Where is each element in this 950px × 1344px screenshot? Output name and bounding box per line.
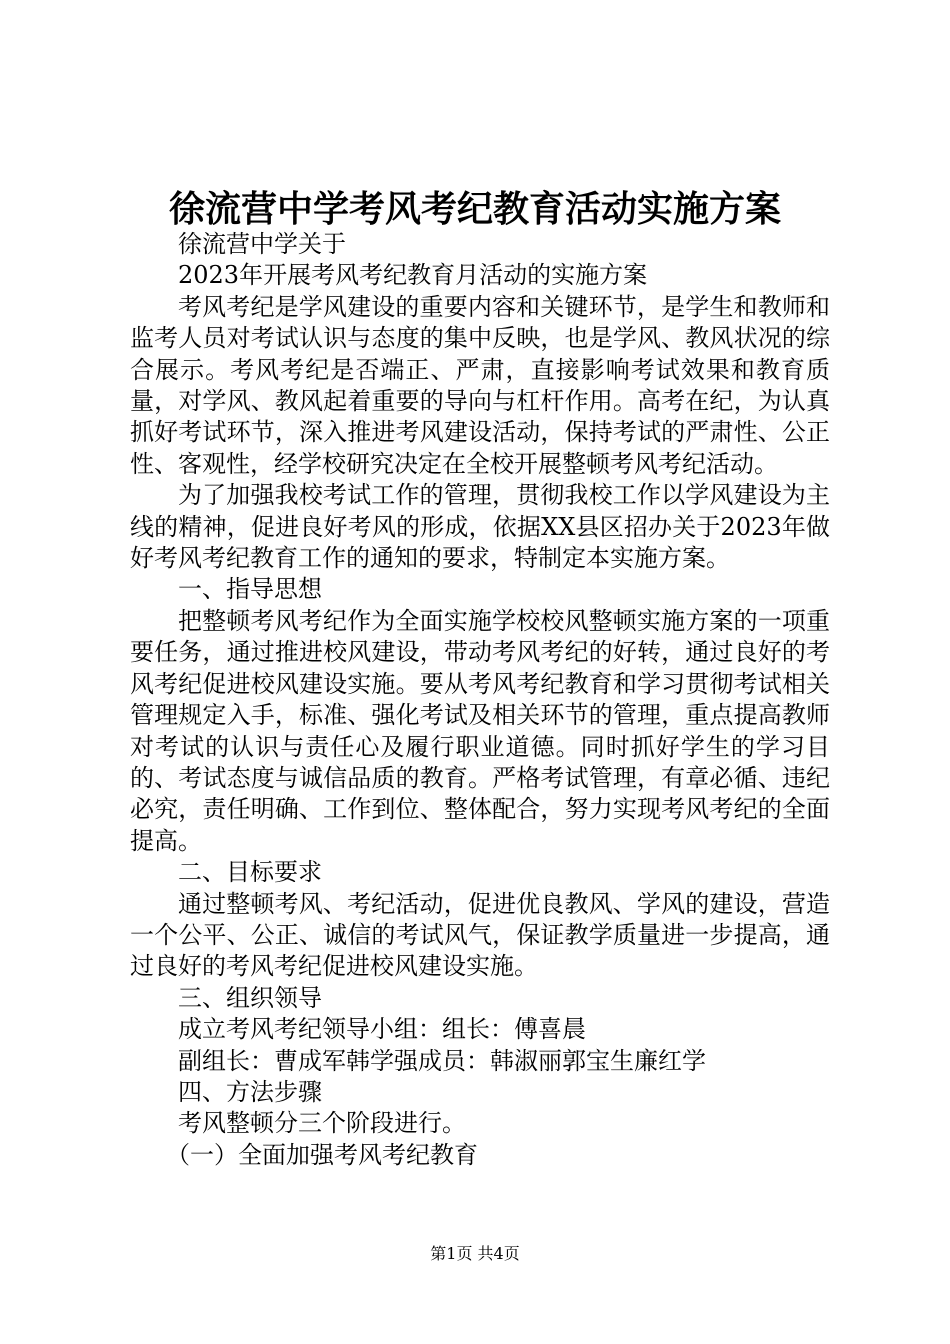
section-heading-methods: 四、方法步骤: [178, 1077, 322, 1106]
section-heading-goals: 二、目标要求: [178, 858, 322, 887]
paragraph-members: 副组长：曹成军韩学强成员：韩淑丽郭宝生廉红学: [178, 1046, 706, 1075]
paragraph-plan-subtitle: 2023年开展考风考纪教育月活动的实施方案: [178, 261, 648, 290]
section-heading-guiding-thought: 一、指导思想: [178, 575, 322, 604]
paragraph-leader: 成立考风考纪领导小组：组长：傅喜晨: [178, 1015, 586, 1044]
paragraph-school-heading: 徐流营中学关于: [178, 230, 346, 258]
paragraph-guiding-thought: 把整顿考风考纪作为全面实施学校校风整顿实施方案的一项重要任务，通过推进校风建设，带动考风考纪的好转，通过良好的考风考纪促进校风建设实施。要从考风考纪教育和学习贯彻考试相关管理规定入手，标准、强化考试及相关环节的管理，重点提高教师对考试的认识与责任心及履行职业道德。同时抓好学生的学习目的、考试态度与诚信品质的教育。严格考试管理，有章必循、违纪必究，责任明确、工作到位、整体配合，努力实现考风考纪的全面提高。: [130, 606, 830, 855]
paragraph-intro: 考风考纪是学风建设的重要内容和关键环节，是学生和教师和监考人员对考试认识与态度的集中反映，也是学风、教风状况的综合展示。考风考纪是否端正、严肃，直接影响考试效果和教育质量，对学风、教风起着重要的导向与杠杆作用。高考在纪，为认真抓好考试环节，深入推进考风建设活动，保持考试的严肃性、公正性、客观性，经学校研究决定在全校开展整顿考风考纪活动。: [130, 292, 830, 478]
paragraph-goals: 通过整顿考风、考纪活动，促进优良教风、学风的建设，营造一个公平、公正、诚信的考试风气，保证教学质量进一步提高，通过良好的考风考纪促进校风建设实施。: [130, 889, 830, 981]
document-body: [130, 229, 830, 1171]
paragraph-purpose: 为了加强我校考试工作的管理，贯彻我校工作以学风建设为主线的精神，促进良好考风的形成，依据XX县区招办关于2023年做好考风考纪教育工作的通知的要求，特制定本实施方案。: [130, 481, 830, 573]
section-heading-leadership: 三、组织领导: [178, 983, 322, 1012]
paragraph-stages: 考风整顿分三个阶段进行。: [178, 1109, 466, 1138]
document-title: 徐流营中学考风考纪教育活动实施方案: [168, 188, 781, 230]
subsection-heading-education: （一）全面加强考风考纪教育: [166, 1140, 478, 1169]
page-footer: 第1页 共4页: [430, 1244, 520, 1263]
